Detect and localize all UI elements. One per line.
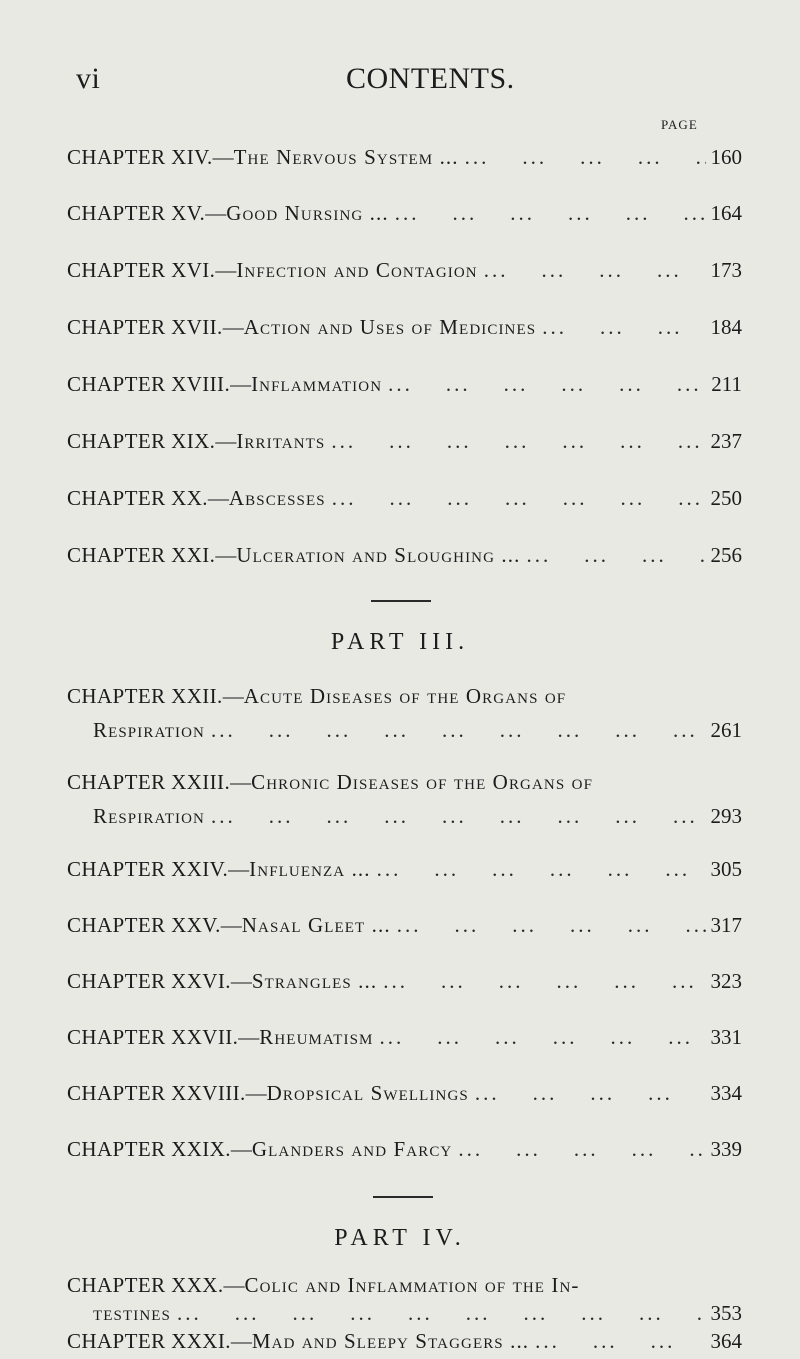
part-heading: PART III. xyxy=(330,629,470,655)
chapter-number: CHAPTER XXVI. xyxy=(67,969,231,993)
chapter-title: Good Nursing ... xyxy=(226,201,389,225)
chapter-number: CHAPTER XXVIII. xyxy=(67,1081,246,1105)
page-ref: 256 xyxy=(710,543,742,567)
toc-entry: CHAPTER XVIII. — Inflammation ... 211 xyxy=(67,371,742,397)
chapter-title: Mad and Sleepy Staggers ... xyxy=(251,1329,530,1353)
chapter-number: CHAPTER XXI. xyxy=(67,543,216,567)
chapter-number: CHAPTER XIV. xyxy=(67,145,213,169)
page-ref: 211 xyxy=(711,372,742,396)
toc-entry: CHAPTER XXV. — Nasal Gleet ... ... 317 xyxy=(67,912,742,938)
dot-leader xyxy=(459,144,706,170)
chapter-title: Colic and Inflammation of the In- xyxy=(244,1273,580,1297)
chapter-number: CHAPTER XX. xyxy=(67,486,208,510)
toc-entry: CHAPTER XXX. — Colic and Inflammation of the In- testines ... 353 xyxy=(67,1272,742,1326)
chapter-number: CHAPTER XXVII. xyxy=(67,1025,239,1049)
page-ref: 173 xyxy=(710,258,742,282)
dot-leader xyxy=(469,1080,706,1106)
dot-leader xyxy=(377,968,706,994)
chapter-title: The Nervous System ... xyxy=(233,145,459,169)
page-ref: 184 xyxy=(710,315,742,339)
toc-entry: CHAPTER XXIV. — Influenza ... ... 305 xyxy=(67,856,742,882)
page-ref: 293 xyxy=(710,804,742,828)
chapter-title-continued: testines xyxy=(93,1301,171,1325)
page-ref: 323 xyxy=(710,969,742,993)
chapter-title: Influenza ... xyxy=(249,857,371,881)
dot-leader xyxy=(326,485,706,511)
dot-leader xyxy=(391,912,706,938)
chapter-number: CHAPTER XXIV. xyxy=(67,857,229,881)
page-ref: 237 xyxy=(710,429,742,453)
chapter-number: CHAPTER XVII. xyxy=(67,315,223,339)
part-heading: PART IV. xyxy=(334,1225,466,1251)
running-title: CONTENTS. xyxy=(346,62,515,95)
page-column-label: PAGE xyxy=(661,117,698,132)
toc-entry: CHAPTER XXVI. — Strangles ... ... 323 xyxy=(67,968,742,994)
section-divider xyxy=(373,1196,433,1198)
chapter-number: CHAPTER XXV. xyxy=(67,913,221,937)
page-ref: 164 xyxy=(710,201,742,225)
chapter-title: Acute Diseases of the Organs of xyxy=(243,684,567,708)
page-ref: 353 xyxy=(710,1301,742,1325)
dot-leader xyxy=(205,803,706,829)
toc-entry: CHAPTER XVII. — Action and Uses of Medicines ... 184 xyxy=(67,314,742,340)
chapter-title: Glanders and Farcy xyxy=(251,1137,453,1161)
chapter-title: Ulceration and Sloughing ... xyxy=(236,543,521,567)
toc-entry: CHAPTER XXVII. — Rheumatism ... 331 xyxy=(67,1024,742,1050)
chapter-title: Dropsical Swellings xyxy=(266,1081,469,1105)
toc-entry: CHAPTER XXVIII. — Dropsical Swellings ... 334 xyxy=(67,1080,742,1106)
toc-entry: CHAPTER XVI. — Infection and Contagion ... 173 xyxy=(67,257,742,283)
dot-leader xyxy=(382,371,706,397)
chapter-title: Rheumatism xyxy=(259,1025,374,1049)
dot-leader xyxy=(529,1328,706,1354)
toc-entry: CHAPTER XIX. — Irritants ... 237 xyxy=(67,428,742,454)
page-number: vi xyxy=(76,62,101,95)
chapter-number: CHAPTER XXX. xyxy=(67,1273,224,1297)
page-ref: 331 xyxy=(710,1025,742,1049)
section-divider xyxy=(371,600,431,602)
toc-entry: CHAPTER XXIX. — Glanders and Farcy ... 339 xyxy=(67,1136,742,1162)
dot-leader xyxy=(389,200,706,226)
page-ref: 339 xyxy=(710,1137,742,1161)
dot-leader xyxy=(371,856,706,882)
page-ref: 364 xyxy=(710,1329,742,1353)
toc-entry: CHAPTER XIV. — The Nervous System ... ... 160 xyxy=(67,144,742,170)
toc-entry: CHAPTER XXII. — Acute Diseases of the Organs of Respiration ... 261 xyxy=(67,683,742,743)
page-ref: 261 xyxy=(710,718,742,742)
chapter-title: Chronic Diseases of the Organs of xyxy=(251,770,594,794)
chapter-title: Abscesses xyxy=(228,486,326,510)
toc-entry: CHAPTER XX. — Abscesses ... 250 xyxy=(67,485,742,511)
chapter-title: Inflammation xyxy=(251,372,383,396)
dot-leader xyxy=(325,428,706,454)
chapter-number: CHAPTER XV. xyxy=(67,201,206,225)
dot-leader xyxy=(536,314,706,340)
toc-entry: CHAPTER XXIII. — Chronic Diseases of the Organs of Respiration ... 293 xyxy=(67,769,742,829)
chapter-title: Infection and Contagion xyxy=(236,258,478,282)
page-ref: 250 xyxy=(710,486,742,510)
chapter-number: CHAPTER XVIII. xyxy=(67,372,231,396)
chapter-number: CHAPTER XIX. xyxy=(67,429,216,453)
chapter-title: Action and Uses of Medicines xyxy=(243,315,537,339)
dot-leader xyxy=(478,257,706,283)
page-ref: 305 xyxy=(710,857,742,881)
chapter-number: CHAPTER XXII. xyxy=(67,684,223,708)
chapter-title-continued: Respiration xyxy=(93,804,205,828)
dot-leader xyxy=(520,542,706,568)
chapter-number: CHAPTER XXXI. xyxy=(67,1329,231,1353)
chapter-title: Strangles ... xyxy=(251,969,378,993)
chapter-number: CHAPTER XXIII. xyxy=(67,770,231,794)
chapter-title: Irritants xyxy=(236,429,326,453)
dot-leader xyxy=(373,1024,706,1050)
dot-leader xyxy=(171,1300,706,1326)
chapter-number: CHAPTER XXIX. xyxy=(67,1137,231,1161)
toc-entry: CHAPTER XV. — Good Nursing ... ... 164 xyxy=(67,200,742,226)
dot-leader xyxy=(452,1136,706,1162)
dot-leader xyxy=(205,717,706,743)
chapter-number: CHAPTER XVI. xyxy=(67,258,216,282)
toc-entry: CHAPTER XXXI. — Mad and Sleepy Staggers ... ... 364 xyxy=(67,1328,742,1354)
page-header xyxy=(76,62,736,102)
page-ref: 334 xyxy=(710,1081,742,1105)
toc-entry: CHAPTER XXI. — Ulceration and Sloughing ... ... 256 xyxy=(67,542,742,568)
page-ref: 160 xyxy=(710,145,742,169)
chapter-title-continued: Respiration xyxy=(93,718,205,742)
page-ref: 317 xyxy=(710,913,742,937)
chapter-title: Nasal Gleet ... xyxy=(241,913,391,937)
